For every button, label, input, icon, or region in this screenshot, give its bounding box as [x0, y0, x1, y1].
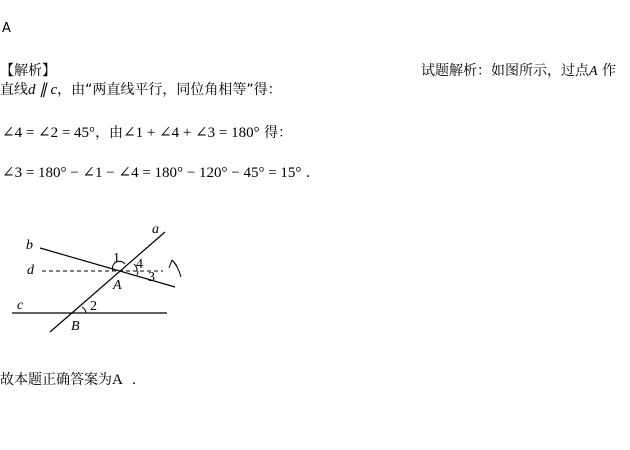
label-b: b: [26, 238, 33, 253]
solution-intro-end: 作: [602, 63, 617, 79]
conclusion: [0, 371, 136, 389]
label-angle-4: 4: [136, 257, 143, 272]
geometry-figure: [0, 210, 220, 340]
parallel-math: d ∥ c: [28, 82, 58, 98]
equation-1-math: ∠4 = ∠2 = 45°: [2, 125, 96, 141]
label-c: c: [17, 298, 24, 313]
label-point-B: B: [71, 319, 80, 334]
label-point-A: A: [113, 278, 122, 293]
conclusion-answer: A: [112, 372, 123, 388]
line2-rest: ，由“两直线平行，同位角相等”得：: [57, 82, 282, 98]
parallel-statement: [0, 81, 282, 99]
solution-intro: [421, 62, 616, 81]
equation-1-end: 得：: [264, 125, 293, 141]
answer-label: A: [2, 21, 11, 36]
line2-prefix: 直线: [0, 82, 28, 98]
conclusion-end: .: [131, 372, 137, 388]
arrow-head-icon: [169, 260, 177, 268]
equation-2-math: ∠3 = 180° − ∠1 − ∠4 = 180° − 120° − 45° = 15°: [2, 165, 302, 181]
solution-intro-text: 试题解析：如图所示，过点: [421, 63, 589, 79]
equation-1-mid: ，由: [95, 125, 124, 141]
analysis-heading: 【解析】: [0, 63, 56, 79]
label-angle-3: 3: [148, 270, 155, 285]
label-d: d: [27, 263, 34, 278]
label-angle-2: 2: [90, 299, 97, 314]
point-a-ref: A: [589, 64, 598, 79]
equation-1-math2: ∠1 + ∠4 + ∠3 = 180°: [123, 125, 260, 141]
label-angle-1: 1: [113, 251, 120, 266]
equation-1: [2, 124, 292, 142]
angle-2-arc: [82, 307, 86, 313]
equation-2-end: .: [305, 165, 311, 181]
equation-2: [2, 164, 310, 182]
conclusion-text: 故本题正确答案为: [0, 372, 112, 388]
label-a: a: [152, 222, 159, 237]
rotation-arrow: [172, 260, 181, 277]
